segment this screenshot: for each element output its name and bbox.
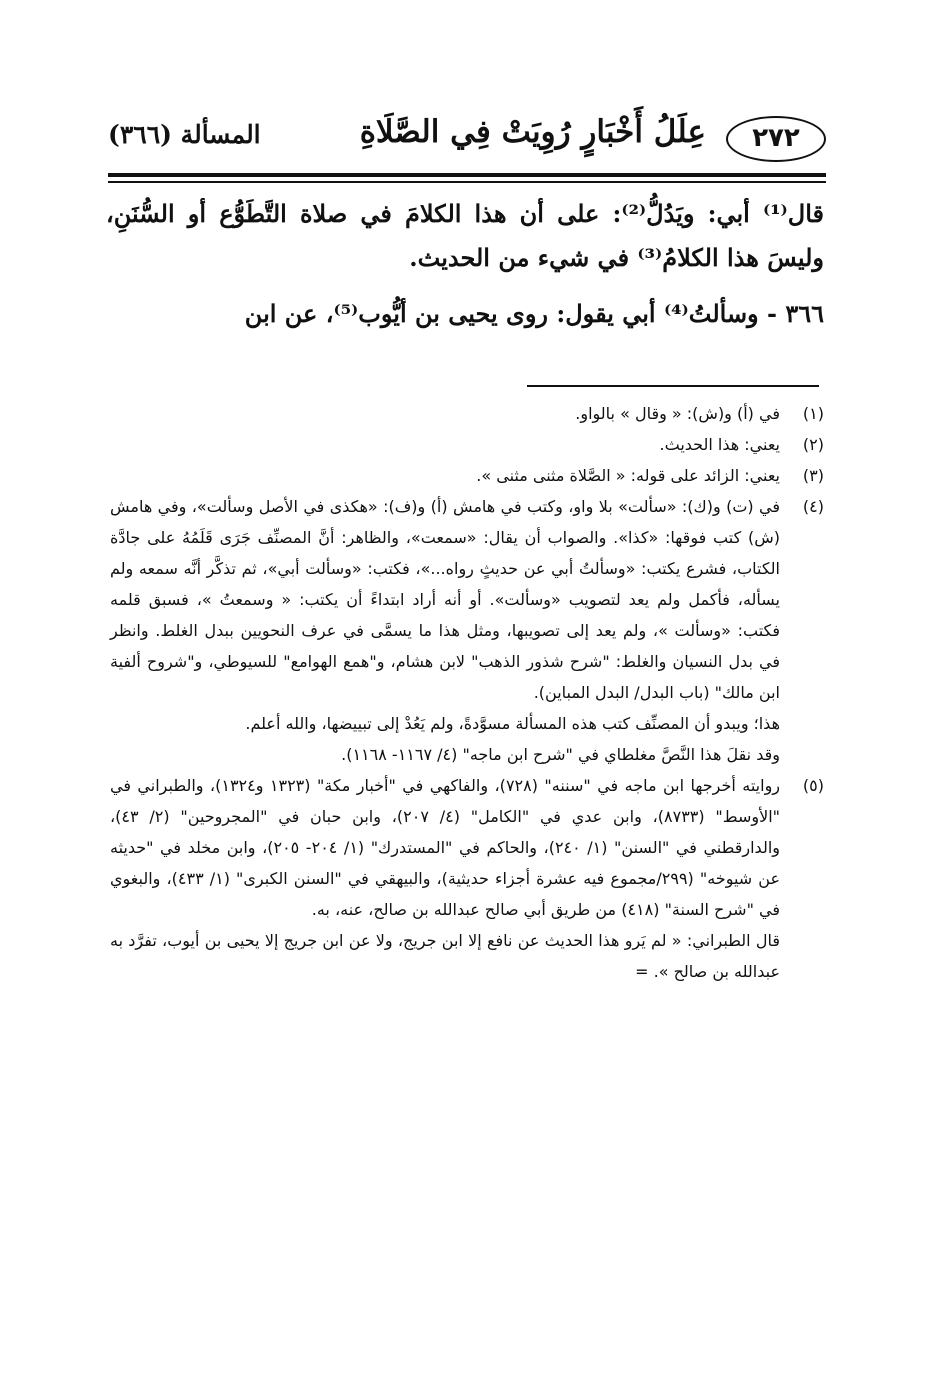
- footnote-continuation: [110, 739, 824, 770]
- footnote-continuation: [110, 708, 824, 739]
- footnote: [110, 429, 824, 460]
- footnote-number: (٤): [802, 497, 824, 516]
- header-rule-thick: [108, 173, 826, 177]
- footnote-text: هذا؛ ويبدو أن المصنِّف كتب هذه المسألة مسوَّدةً، ولم يَعُدْ إلى تبييضها، والله أعلم.: [245, 714, 780, 733]
- footnote-separator: [527, 385, 819, 387]
- main-paragraph: ٣٦٦ - وسألتُ⁽⁴⁾ أبي يقول: روى يحيى بن أيُّوب⁽⁵⁾، عن ابن: [244, 299, 824, 328]
- footnote-text: يعني: هذا الحديث.: [659, 435, 780, 454]
- footnote-continuation: [110, 925, 824, 987]
- header-rule-thin: [108, 181, 826, 183]
- footnotes: [110, 398, 824, 987]
- page-number: ٢٧٢: [726, 116, 826, 162]
- footnote-text: في (ت) و(ك): «سألت» بلا واو، وكتب في هامش (أ) و(ف): «هكذى في الأصل وسألت»، وفي هامش (ش) كتب فوقها: «كذا». والصواب أن يقال: «سمعت»، والظاهر: أنَّ المصنِّف جَرَى قَلَمُهُ على جادَّة الكتاب، فشرع يكتب: «وسألتُ أبي عن حديثٍ رواه...»، فكتب: «وسألت أبي»، ثم تذكَّر أنَّه سمعه ولم يسأله، فأكمل ولم يعد لتصويب «وسألت». أو أنه أراد ابتداءً أن يكتب: « وسمعتُ »، فسبق قلمه فكتب: «وسألت »، ولم يعد إلى تصويبها، ومثل هذا ما يسمَّى في عرف النحويين ببدل الغلط. وانظر في بدل النسيان والغلط: "شرح شذور الذهب" لابن هشام، و"همع الهوامع" للسيوطي، و"شروح ألفية ابن مالك" (باب البدل/ البدل المباين).: [110, 497, 780, 702]
- page-header: [108, 110, 826, 170]
- footnote-text: روايته أخرجها ابن ماجه في "سننه" (٧٢٨)، والفاكهي في "أخبار مكة" (١٣٢٣ و١٣٢٤)، والطبراني في "الأوسط" (٨٧٣٣)، وابن عدي في "الكامل" (٤/ ٢٠٧)، وابن حبان في "المجروحين" (٢/ ٤٣)، والدارقطني في "السنن" (١/ ٢٤٠)، والحاكم في "المستدرك" (١/ ٢٠٤- ٢٠٥)، وابن مخلد في "حديثه عن شيوخه" (٢٩٩/مجموع فيه عشرة أجزاء حديثية)، والبيهقي في "السنن الكبرى" (١/ ٤٣٣)، والبغوي في "شرح السنة" (٤١٨) من طريق أبي صالح عبدالله بن صالح، عنه، به.: [110, 776, 781, 919]
- footnote-text: قال الطبراني: « لم يَرو هذا الحديث عن نافع إلا ابن جريج، ولا عن ابن جريج إلا يحيى بن أيوب، تفرَّد به عبدالله بن صالح ». =: [110, 931, 780, 981]
- main-text: [106, 192, 824, 336]
- book-title: عِلَلُ أَخْبَارٍ رُوِيَتْ فِي الصَّلَاةِ: [359, 114, 706, 150]
- issue-label: المسألة (٣٦٦): [108, 120, 261, 149]
- footnote-number: (٥): [802, 776, 824, 795]
- footnote-text: يعني: الزائد على قوله: « الصَّلاة مثنى مثنى ».: [476, 466, 780, 485]
- footnote-text: وقد نقلَ هذا النَّصَّ مغلطاي في "شرح ابن ماجه" (٤/ ١١٦٧- ١١٦٨).: [341, 745, 780, 764]
- footnote: [110, 491, 824, 708]
- footnote: [110, 460, 824, 491]
- footnote-text: في (أ) و(ش): « وقال » بالواو.: [575, 404, 780, 423]
- footnote-number: (١): [802, 404, 824, 423]
- footnote-number: (٣): [802, 466, 824, 485]
- main-paragraph: قال⁽¹⁾ أبي: ويَدُلُّ⁽²⁾: على أن هذا الكلامَ في صلاة التَّطَوُّع أو السُّنَنِ، وليسَ هذا الكلامُ⁽³⁾ في شيء من الحديث.: [106, 199, 825, 272]
- footnote: [110, 770, 824, 925]
- footnote-number: (٢): [802, 435, 824, 454]
- footnote: [110, 398, 824, 429]
